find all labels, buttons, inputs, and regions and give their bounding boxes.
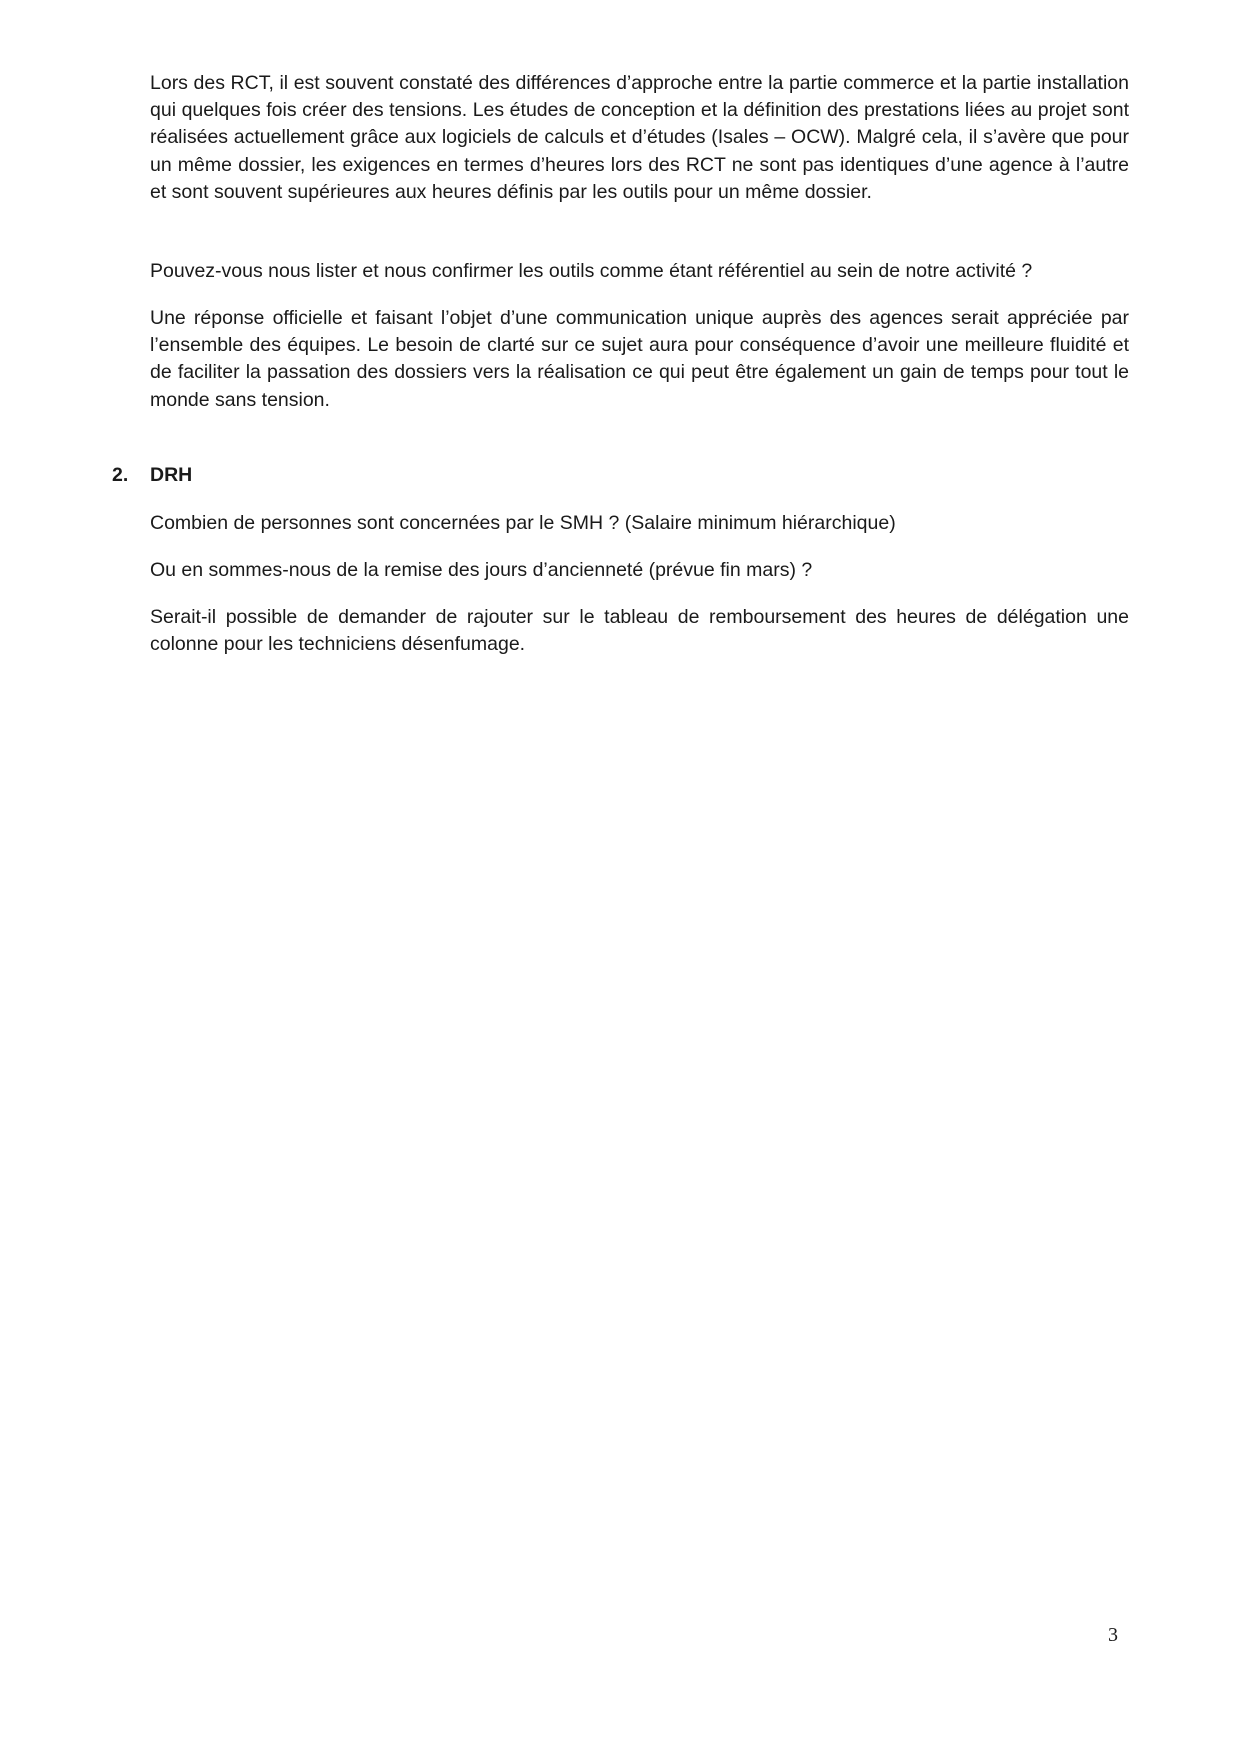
paragraph-rct-request: Une réponse officielle et faisant l’objet d’une communication unique auprès des agences serait appréciée par l’ensemble des équipes. Le besoin de clarté sur ce sujet aura pour conséquence d’avoir une meilleure fluidité et de faciliter la passation des dossiers vers la réalisation ce qui peut être également un gain de temps pour tout le monde sans tension. bbox=[150, 307, 1129, 411]
page-number: 3 bbox=[1108, 1624, 1118, 1646]
section-title: DRH bbox=[150, 464, 193, 486]
paragraph-question-anciennete: Ou en sommes-nous de la remise des jours d’ancienneté (prévue fin mars) ? bbox=[150, 559, 813, 581]
paragraph-question-delegation: Serait-il possible de demander de rajouter sur le tableau de remboursement des heures de délégation une colonne pour les techniciens désenfumage. bbox=[150, 606, 1129, 656]
paragraph-rct-question: Pouvez-vous nous lister et nous confirmer les outils comme étant référentiel au sein de notre activité ? bbox=[150, 260, 1033, 282]
section-heading-drh bbox=[112, 462, 192, 489]
paragraph-rct-intro: Lors des RCT, il est souvent constaté des différences d’approche entre la partie commerce et la partie installation qui quelques fois créer des tensions. Les études de conception et la définition des prestations liées au projet sont réalisées actuellement grâce aux logiciels de calculs et d’études (Isales – OCW). Malgré cela, il s’avère que pour un même dossier, les exigences en termes d’heures lors des RCT ne sont pas identiques d’une agence à l’autre et sont souvent supérieures aux heures définis par les outils pour un même dossier. bbox=[150, 72, 1129, 203]
section-number: 2. bbox=[112, 464, 129, 486]
paragraph-question-smh: Combien de personnes sont concernées par le SMH ? (Salaire minimum hiérarchique) bbox=[150, 512, 896, 534]
